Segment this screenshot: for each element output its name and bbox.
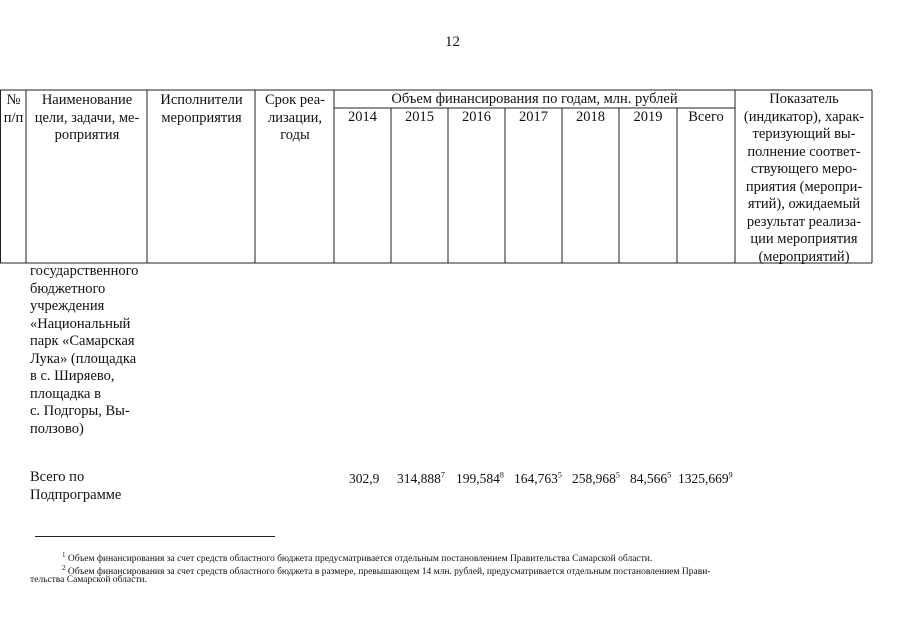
total-value-2016: 199,584$^8$ <box>456 470 504 486</box>
footnote-2-continued: тельства Самарской области. <box>30 575 147 585</box>
header-executors: Исполнители мероприятия <box>160 92 243 126</box>
header-year: 2014 <box>348 109 377 125</box>
total-value-2017: 164,763$^5$ <box>514 470 562 486</box>
header-year: 2016 <box>462 109 491 125</box>
footnote-2: $^2$ Объем финансирования за счет средств областного бюджета в размере, превышающем 14 млн. рублей, предусматривается отдельным постановлением Прави- <box>62 564 711 578</box>
total-value-2015: 314,888$^7$ <box>397 470 445 486</box>
header-name: Наименование цели, задачи, ме- роприятия <box>34 92 140 143</box>
header-year: 2015 <box>405 109 434 125</box>
header-indicator: Показатель (индикатор), харак- теризующий вы- полнение соответ- ствующего меро- приятия (меропри- ятий), ожидаемый результат реализа- ции мероприятия (мероприятий) <box>743 91 865 265</box>
total-label: Всего по Подпрограмме <box>30 469 122 503</box>
header-year: 2019 <box>633 109 663 125</box>
total-value-2019: 84,566$^5$ <box>630 470 672 486</box>
header-funding: Объем финансирования по годам, млн. рублей <box>391 91 678 107</box>
header-term: Срок реа- лизации, годы <box>265 92 325 143</box>
page-number: 12 <box>445 34 460 50</box>
header-number: № п/п <box>3 92 24 126</box>
footnote-separator <box>35 536 275 537</box>
row-name-continuation: государственного бюджетного учреждения «Национальный парк «Самарская Лука» (площадка в с. Ширяево, площадка в с. Подгоры, Вы- ползово) <box>30 263 139 437</box>
total-value-2014: 302,9 <box>349 471 380 486</box>
header-total: Всего <box>688 109 724 125</box>
total-value-2018: 258,968$^5$ <box>572 470 620 486</box>
header-year: 2018 <box>576 109 605 125</box>
total-value-sum: 1325,669$^9$ <box>678 470 733 486</box>
header-year: 2017 <box>519 109 548 125</box>
footnote-1: $^1$ Объем финансирования за счет средств областного бюджета предусматривается отдельным постановлением Правительства Самарской области. <box>62 551 653 565</box>
